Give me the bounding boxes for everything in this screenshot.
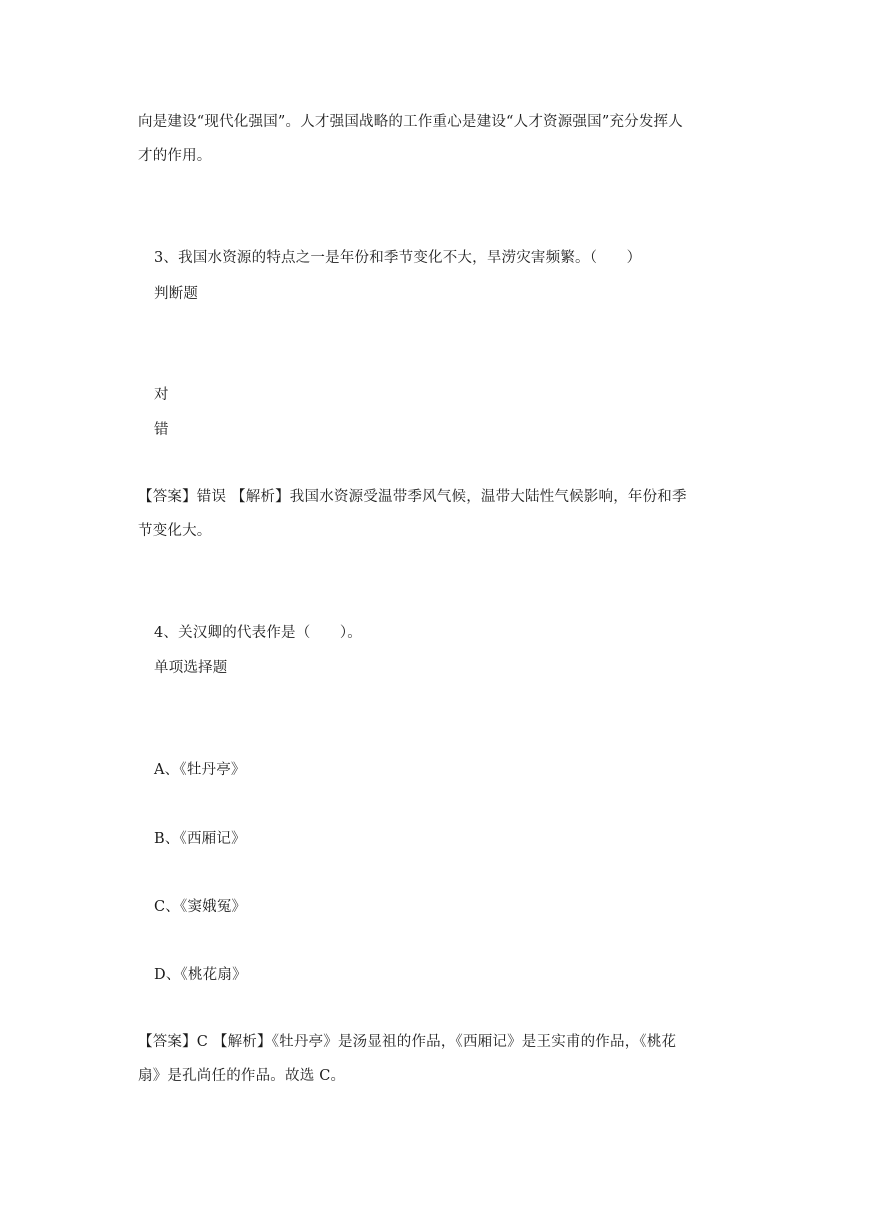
question-3-type: 判断题 [154,286,199,302]
question-4-option-c: C、《窦娥冤》 [154,899,247,915]
question-4-stem: 4、关汉卿的代表作是（ ）。 [154,625,362,641]
question-4-answer-line-2: 扇》是孔尚任的作品。故选 C。 [138,1068,346,1084]
question-3-answer-line-1: 【答案】错误 【解析】我国水资源受温带季风气候，温带大陆性气候影响，年份和季 [138,489,687,505]
question-3-answer-line-2: 节变化大。 [138,523,212,539]
question-4-option-a: A、《牡丹亭》 [154,762,246,778]
question-3-option-false: 错 [154,422,169,438]
question-4-option-d: D、《桃花扇》 [154,967,247,983]
question-4-type: 单项选择题 [154,660,228,676]
question-3-stem: 3、我国水资源的特点之一是年份和季节变化不大，旱涝灾害频繁。（ ） [154,250,642,266]
question-3-option-true: 对 [154,387,169,403]
prev-explanation-line-1: 向是建设“现代化强国”。人才强国战略的工作重心是建设“人才资源强国”充分发挥人 [138,114,683,130]
prev-explanation-line-2: 才的作用。 [138,148,212,164]
question-4-answer-line-1: 【答案】C 【解析】《牡丹亭》是汤显祖的作品，《西厢记》是王实甫的作品，《桃花 [138,1034,677,1050]
question-4-option-b: B、《西厢记》 [154,831,246,847]
